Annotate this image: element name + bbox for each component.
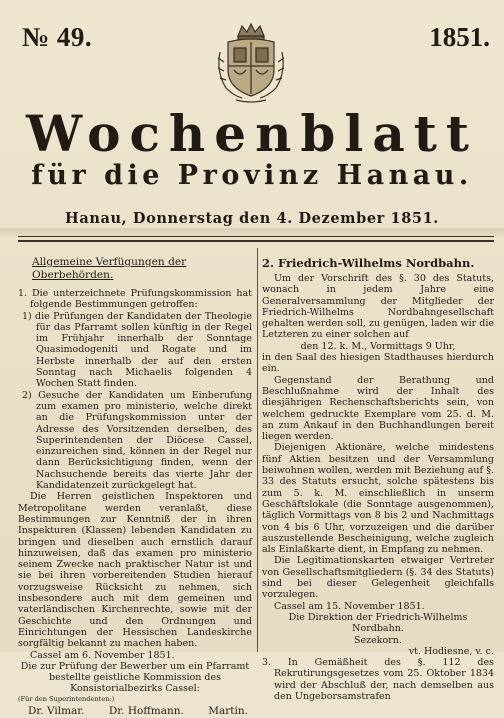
- coat-of-arms-emblem: [214, 22, 288, 104]
- item2-signoff: Die Direktion der Friedrich-Wilhelms Nordbahn.: [288, 611, 468, 635]
- newspaper-title: Wochenblatt: [26, 104, 478, 163]
- item2-signature: Sezekorn.: [354, 634, 402, 646]
- issue-year: 1851.: [429, 22, 490, 52]
- signature-row: [18, 705, 252, 718]
- section-heading: Allgemeine Verfügungen der Oberbehörden.: [32, 256, 187, 281]
- signature-hoffmann: Dr. Hoffmann.: [108, 704, 184, 717]
- column-divider: [257, 248, 258, 652]
- item3-text: 3. In Gemäßheit des §. 112 des Rekrutirungsgesetzes vom 25. Oktober 1834 wird der Abschluß der, nach demselben aus den Ungeborsamstrafen: [262, 657, 494, 702]
- left-column: [18, 254, 252, 718]
- item2-note: vt. Hodiesne, v. c.: [408, 645, 494, 657]
- item2-number: 2.: [262, 256, 275, 270]
- item1-signoff: Die zur Prüfung der Bewerber um ein Pfarramt bestellte geistliche Kommission des Konsistorialbezirks Cassel:: [20, 660, 250, 695]
- item2-paragraph-2: Gegenstand der Berathung und Beschlußnahme wird der Inhalt des diesjährigen Rechenschaftsberichts sein, von welchem gedruckte Exemplare vom 25. d. M. an zum Ankauf in den Buchhandlungen bereit liegen werden.: [262, 374, 494, 443]
- item1-rule-2: 2) Gesuche der Kandidaten um Einberufung zum examen pro ministerio, welche direkt an die Prüfungskommission unter der Adresse des Vorsitzenden derselben, des Superintendenten der Diöcese Cassel, einzureichen sind, können in der Regel nur dann Berücksichtigung finden, wenn der Nachsuchende bereits das vierte Jahr der Kandidatenzeit zurückgelegt hat.: [22, 389, 252, 492]
- issue-dateline: Hanau, Donnerstag den 4. Dezember 1851.: [65, 210, 439, 227]
- item2-meeting-date: den 12. k. M., Vormittags 9 Uhr,: [300, 340, 456, 352]
- newspaper-subtitle: für die Provinz Hanau.: [31, 160, 473, 191]
- right-column: [262, 254, 494, 702]
- item2-heading-row: [262, 256, 494, 270]
- item2-venue: in den Saal des hiesigen Stadthauses hierdurch ein.: [262, 352, 494, 375]
- header-rule-thin: [18, 236, 494, 237]
- signature-martin: Martin.: [208, 704, 248, 717]
- item1-rule-1: 1) die Prüfungen der Kandidaten der Theologie für das Pfarramt sollen künftig in der Regel im Frühjahr innerhalb der Sonntage Quasimodogeniti und Rogate und im Herbste innerhalb der auf den ersten Sonntag nach Michaelis folgenden 4 Wochen Statt finden.: [22, 310, 252, 390]
- item1-body: Die Herren geistlichen Inspektoren und Metropolitane werden veranlaßt, diese Bestimmungen zur Kenntniß der in ihren Inspekturen (Klassen) lebenden Kandidaten zu bringen und dieselben auch ernstlich darauf hinzuweisen, daß das examen pro ministerio seinem Zwecke nach praktischer Natur ist und sie bei ihren vorbereitenden Studien hierauf vorzugsweise Rücksicht zu nehmen, sich insbesondere auch mit dem gemeinen und vaterländischen Kirchenrechte, sowie mit der Geschichte und den Ordnungen und Einrichtungen der Hessischen Landeskirche sorgfältig bekannt zu machen haben.: [18, 491, 252, 650]
- item2-heading: Friedrich-Wilhelms Nordbahn.: [278, 256, 475, 270]
- header-rule-thick: [18, 240, 494, 242]
- signature-note: (Für den Superintendenten:): [18, 694, 115, 703]
- item2-paragraph-1: Um der Vorschrift des §. 30 des Statuts, wonach in jedem Jahre eine Generalversammlung der Mitglieder der Friedrich-Wilhelms Nordbahngesellschaft gehalten werden soll, zu genügen, laden wir die Letzteren zu einer solchen auf: [262, 273, 494, 341]
- signature-vilmar: Dr. Vilmar.: [28, 704, 85, 717]
- item1-intro: 1. Die unterzeichnete Prüfungskommission hat folgende Bestimmungen getroffen:: [18, 288, 252, 311]
- item2-paragraph-4: Die Legitimationskarten etwaiger Vertreter von Gesellschaftsmitgliedern (§. 34 des Statuts) sind bei dieser Gelegenheit gleichfalls vorzulegen.: [262, 555, 494, 601]
- item2-place-date: Cassel am 15. November 1851.: [274, 600, 425, 612]
- issue-number: № 49.: [22, 22, 93, 52]
- item2-paragraph-3: Diejenigen Aktionäre, welche mindestens fünf Aktien besitzen und der Versammlung beiwohnen wollen, werden mit Beziehung auf §. 33 des Statuts ersucht, solche spätestens bis zum 5. k. M. einschließlich in unserm Geschäftslokale (die Sonntage ausgenommen), täglich Vormittags von 8 bis 2 und Nachmittags von 4 bis 6 Uhr, vorzuzeigen und die darüber auszustellende Bescheinigung, welche zugleich als Einlaßkarte dient, in Empfang zu nehmen.: [262, 442, 494, 556]
- item1-place-date: Cassel am 6. November 1851.: [30, 649, 175, 661]
